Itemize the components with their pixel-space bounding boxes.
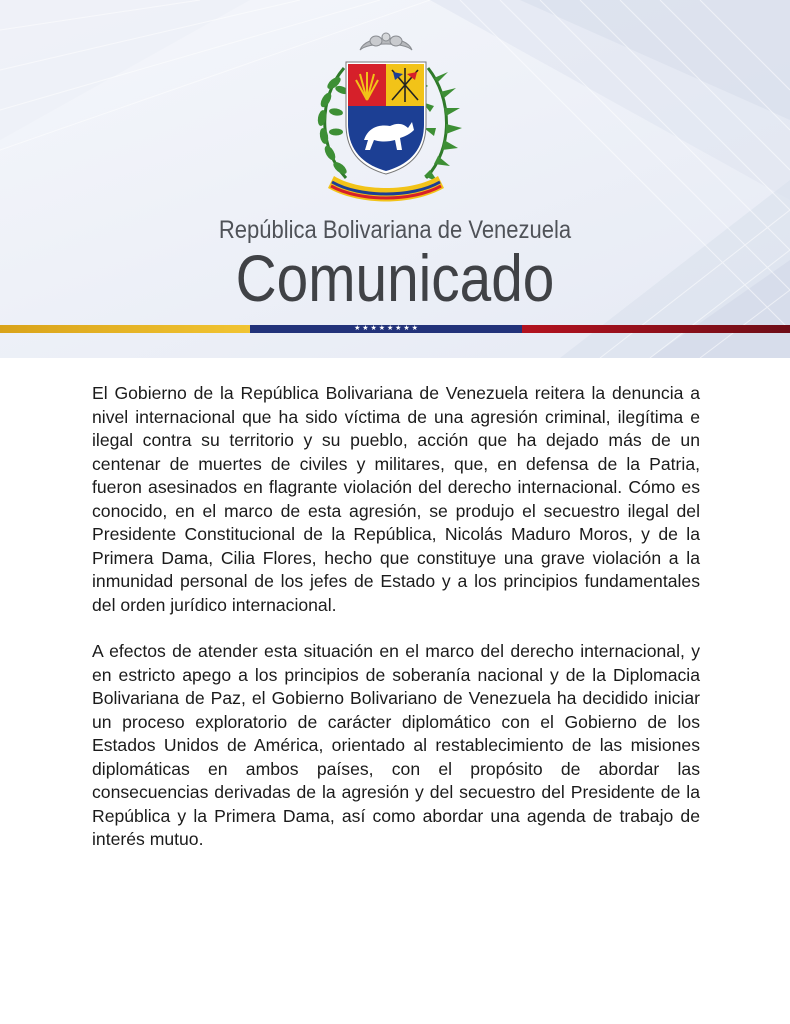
document-title: Comunicado <box>235 241 555 315</box>
letterhead <box>0 0 790 358</box>
issuer-subtitle: República Bolivariana de Venezuela <box>218 216 572 244</box>
venezuela-coat-of-arms-icon <box>300 28 472 206</box>
paragraph-2: A efectos de atender esta situación en el marco del derecho internacional, y en estricto apego a los principios de soberanía nacional y de la Diplomacia Bolivariana de Paz, el Gobierno Bolivariano de Venezuela ha decidido iniciar un proceso exploratorio de carácter diplomático con el Gobierno de los Estados Unidos de América, orientado al restablecimiento de las misiones diplomáticas en ambos países, con el propósito de abordar las consecuencias derivadas de la agresión y del secuestro del Presidente de la República y la Primera Dama, así como abordar una agenda de trabajo de interés mutuo. <box>92 641 700 849</box>
flag-stripe <box>0 325 790 333</box>
statement-body <box>92 382 700 875</box>
stripe-red <box>522 325 790 333</box>
stripe-yellow <box>0 325 250 333</box>
paragraph-1: El Gobierno de la República Bolivariana de Venezuela reitera la denuncia a nivel internacional que ha sido víctima de una agresión criminal, ilegítima e ilegal contra su territorio y su pueblo, acción que ha dejado más de un centenar de muertes de civiles y militares, que, en defensa de la Patria, fueron asesinados en flagrante violación del derecho internacional. Cómo es conocido, en el marco de esta agresión, se produjo el secuestro ilegal del Presidente Constitucional de la República, Nicolás Maduro Moros, y de la Primera Dama, Cilia Flores, hecho que constituye una grave violación a la inmunidad personal de los jefes de Estado y a los principios fundamentales del orden jurídico internacional. <box>92 383 700 615</box>
stars-row: ★ ★ ★ ★ ★ ★ ★ ★ <box>354 325 418 332</box>
stripe-blue-stars <box>250 325 522 333</box>
